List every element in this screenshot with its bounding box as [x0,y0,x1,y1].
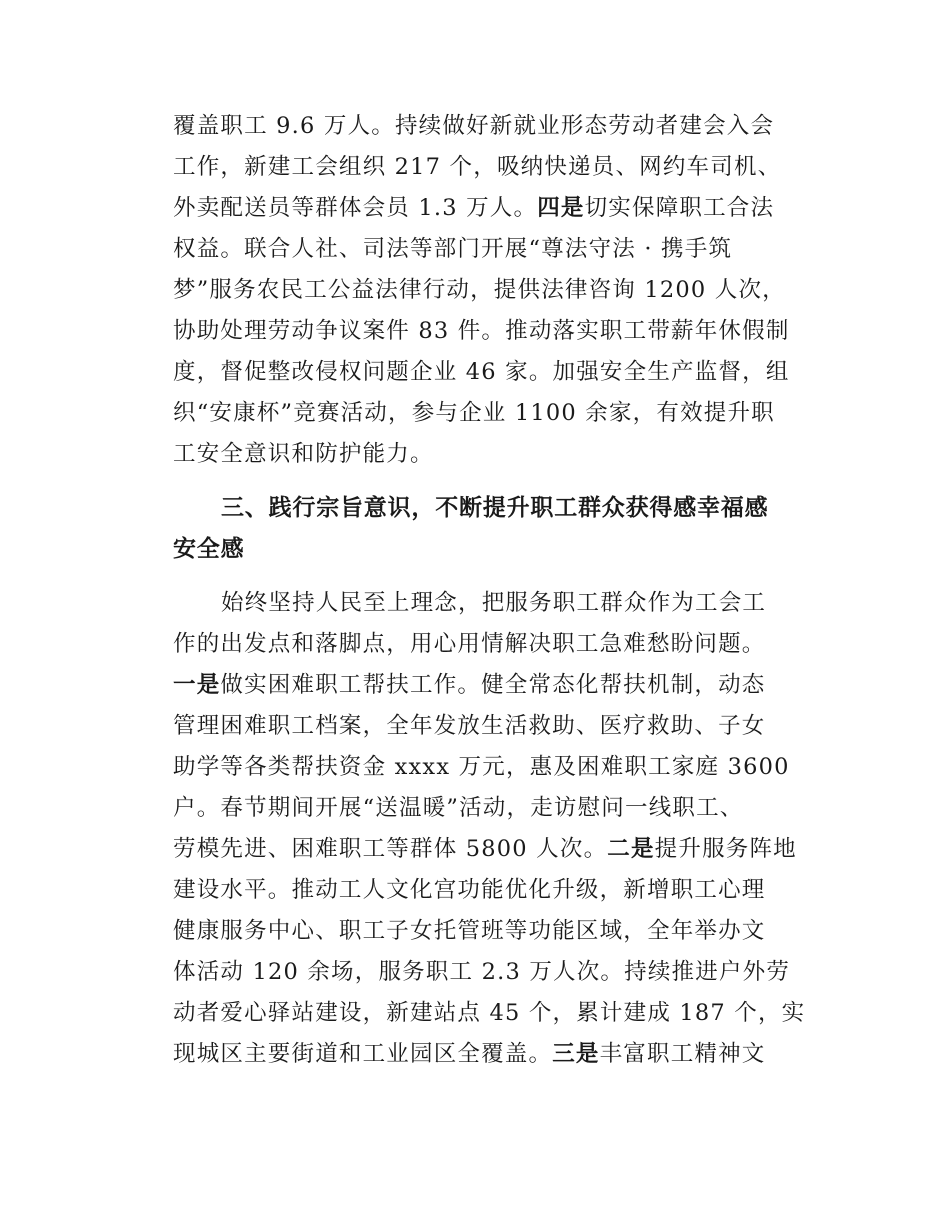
document-page [173,106,805,1075]
text-segment: 外卖配送员等群体会员 1.3 万人。 [173,195,538,221]
text-segment: 现城区主要街道和工业园区全覆盖。 [173,1041,553,1067]
text-segment: 提升服务阵地 [654,836,797,862]
text-line: 助学等各类帮扶资金 xxxx 万元，惠及困难职工家庭 3600 [173,754,790,780]
text-line [173,665,805,706]
heading-line: 三、践行宗旨意识，不断提升职工群众获得感幸福感 [221,495,769,521]
text-segment: 切实保障职工合法 [584,195,775,221]
text-line: 工安全意识和防护能力。 [173,441,434,467]
text-line: 始终坚持人民至上理念，把服务职工群众作为工会工 [221,590,767,616]
text-line: 作的出发点和落脚点，用心用情解决职工急难愁盼问题。 [173,631,766,657]
text-segment: 做实困难职工帮扶工作。健全常态化帮扶机制，动态 [220,672,766,698]
text-line: 建设水平。推动工人文化宫功能优化升级，新增职工心理 [173,877,766,903]
text-line: 权益。联合人社、司法等部门开展“尊法守法 · 携手筑 [173,236,733,262]
paragraph-service [173,583,805,1075]
text-line: 工作，新建工会组织 217 个，吸纳快递员、网约车司机、 [173,154,782,180]
text-segment: 劳模先进、困难职工等群体 5800 人次。 [173,836,608,862]
text-segment: 丰富职工精神文 [599,1041,766,1067]
heading-line: 安全感 [173,536,245,562]
section-heading-three [173,488,805,570]
text-line [173,1034,805,1075]
text-line: 覆盖职工 9.6 万人。持续做好新就业形态劳动者建会入会 [173,113,775,139]
text-line: 度，督促整改侵权问题企业 46 家。加强安全生产监督，组 [173,359,790,385]
bold-lead-three: 三是 [552,1041,600,1067]
paragraph-worker-rights [173,106,805,475]
text-line [173,829,805,870]
text-line: 动者爱心驿站建设，新建站点 45 个，累计建成 187 个，实 [173,1000,806,1026]
text-line: 协助处理劳动争议案件 83 件。推动落实职工带薪年休假制 [173,318,790,344]
text-line: 户。春节期间开展“送温暖”活动，走访慰问一线职工、 [173,795,744,821]
text-line: 梦”服务农民工公益法律行动，提供法律咨询 1200 人次， [173,277,786,303]
text-line [173,188,805,229]
bold-lead-two: 二是 [607,836,655,862]
bold-lead-four: 四是 [537,195,585,221]
text-line: 健康服务中心、职工子女托管班等功能区域，全年举办文 [173,918,766,944]
text-line: 体活动 120 余场，服务职工 2.3 万人次。持续推进户外劳 [173,959,791,985]
bold-lead-one: 一是 [173,672,221,698]
text-line: 织“安康杯”竞赛活动，参与企业 1100 余家，有效提升职 [173,400,775,426]
text-line: 管理困难职工档案，全年发放生活救助、医疗救助、子女 [173,713,766,739]
